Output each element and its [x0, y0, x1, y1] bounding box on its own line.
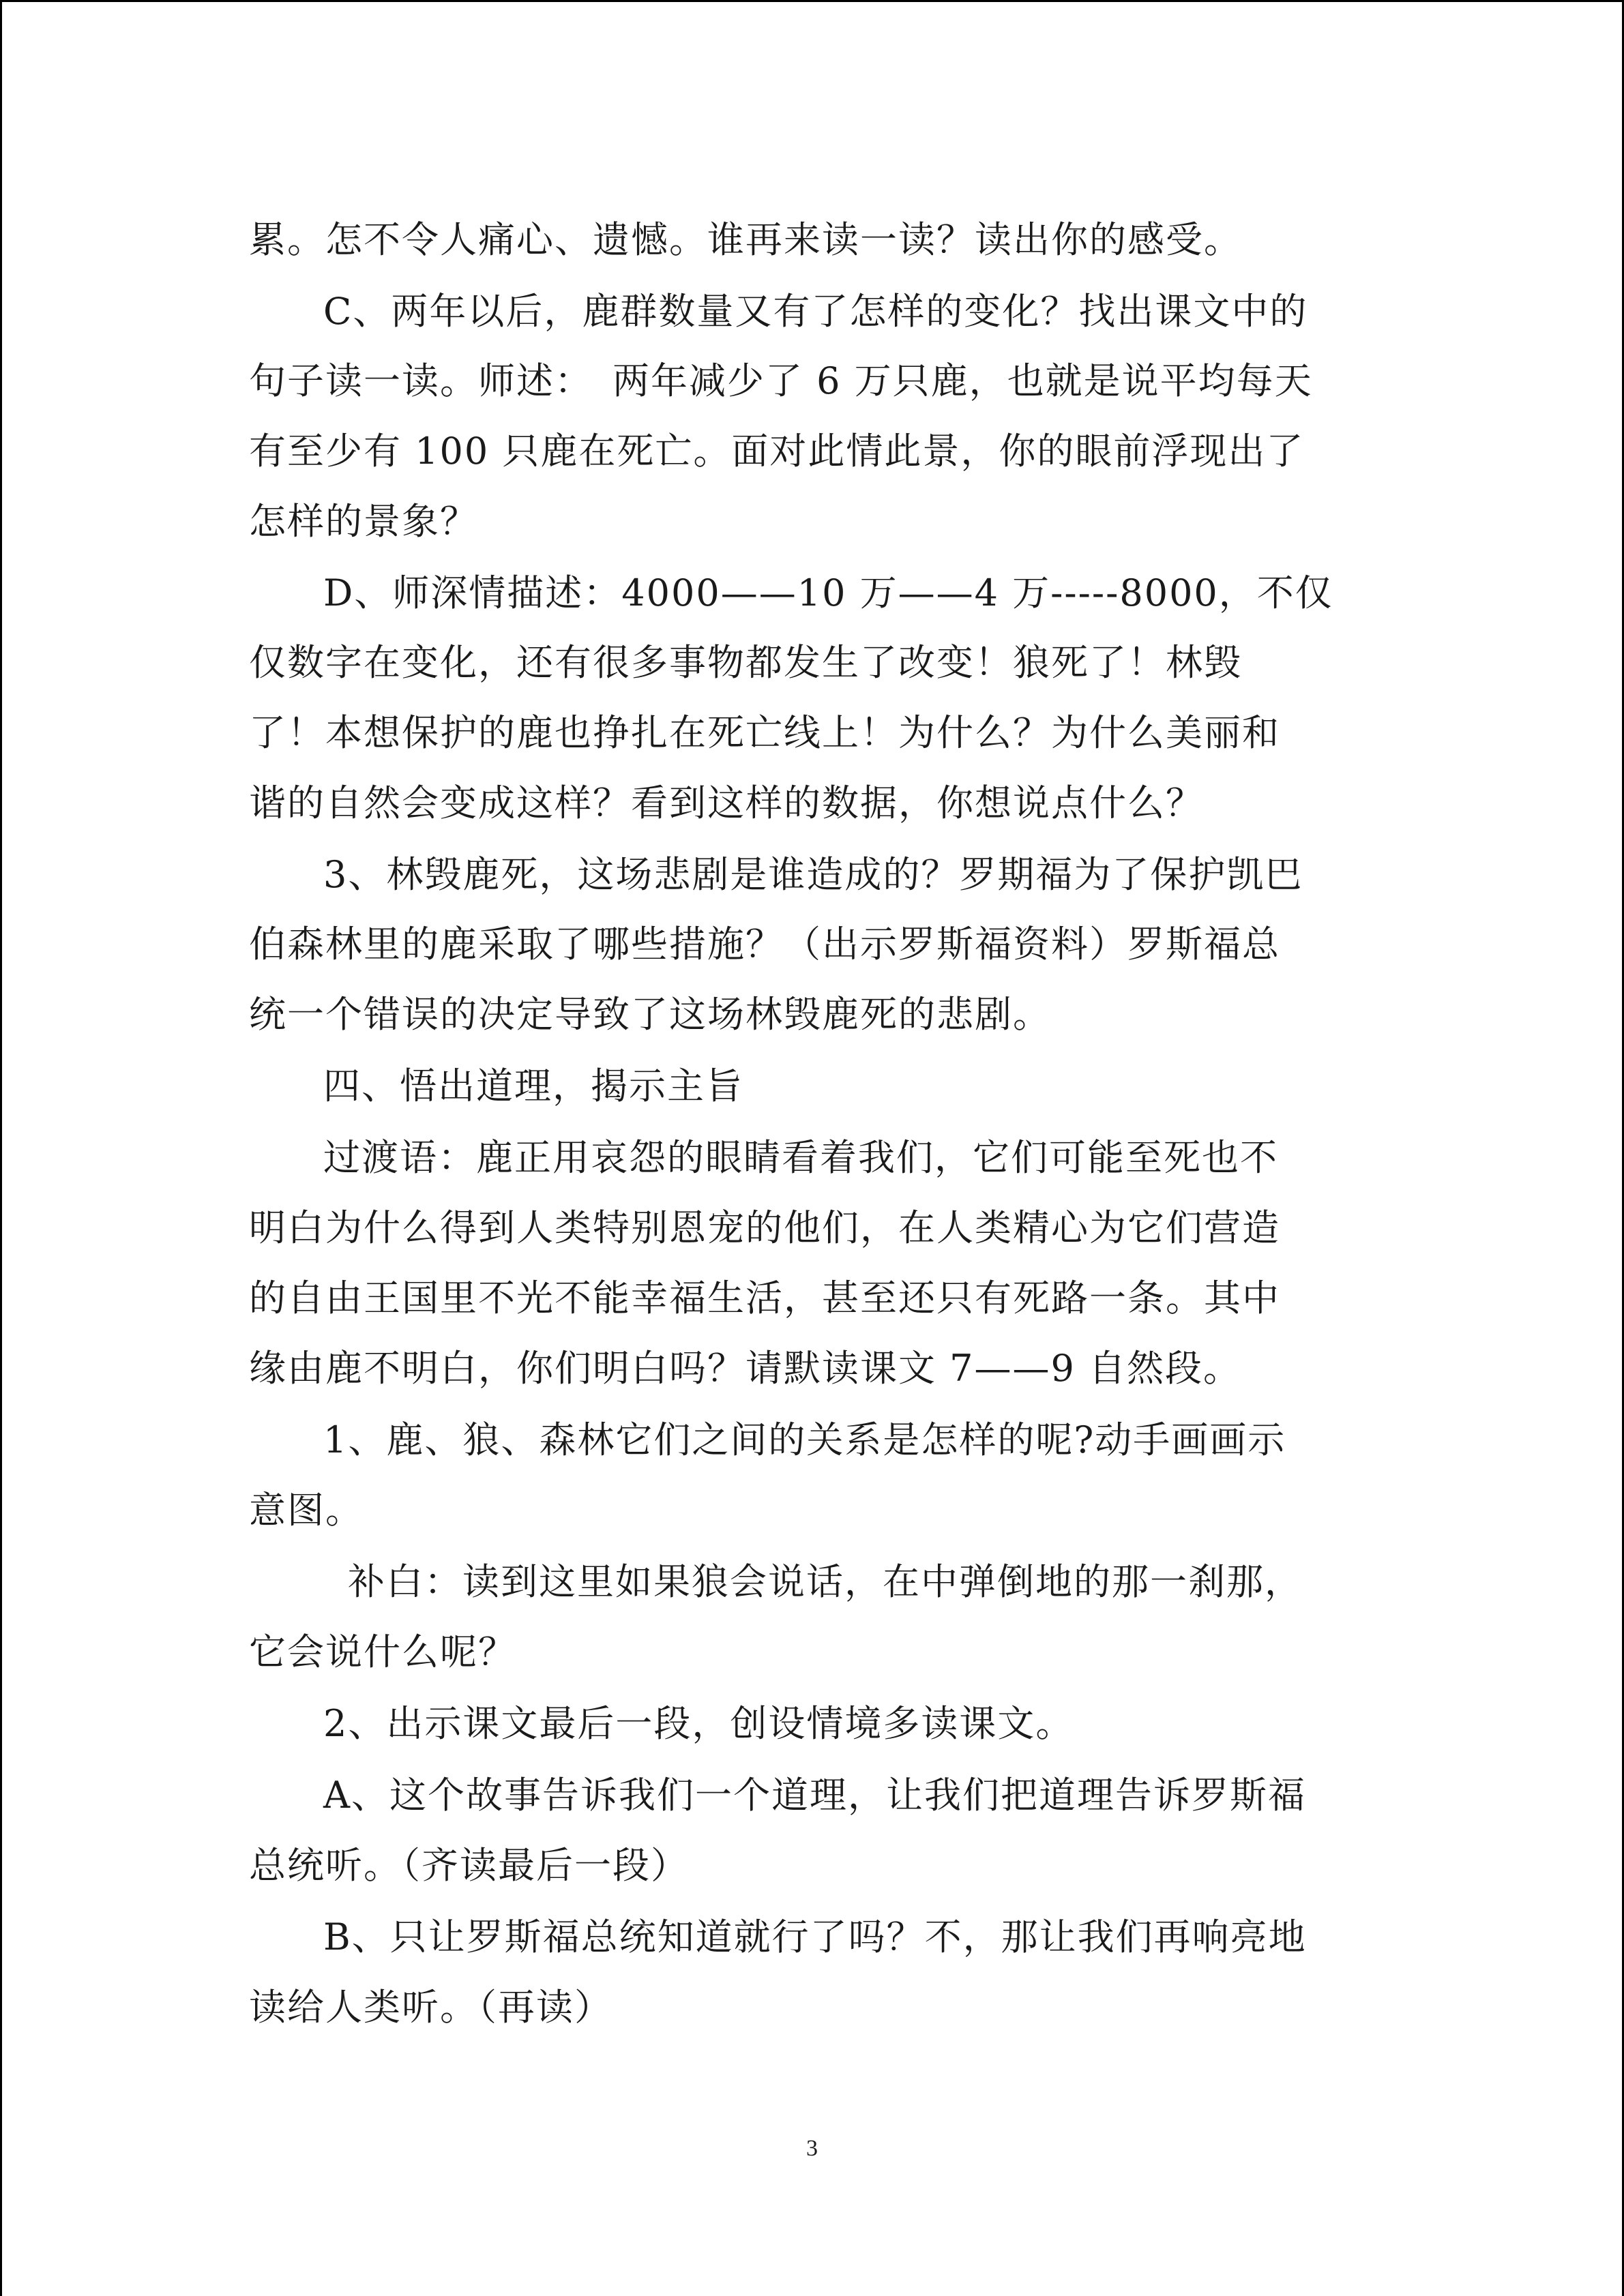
paragraph-line: 补白：读到这里如果狼会说话，在中弹倒地的那一刹那，: [348, 1560, 1303, 1603]
paragraph-line: 伯森林里的鹿采取了哪些措施？（出示罗斯福资料）罗斯福总: [249, 923, 1280, 966]
paragraph-line: 了！本想保护的鹿也挣扎在死亡线上！为什么？为什么美丽和: [249, 711, 1280, 754]
paragraph-line: 有至少有 100 只鹿在死亡。面对此情此景，你的眼前浮现出了: [249, 430, 1305, 473]
paragraph-line: A、这个故事告诉我们一个道理，让我们把道理告诉罗斯福: [323, 1774, 1306, 1817]
paragraph-line: 仅数字在变化，还有很多事物都发生了改变！狼死了！林毁: [249, 641, 1242, 684]
paragraph-line: 累。怎不令人痛心、遗憾。谁再来读一读？读出你的感受。: [249, 218, 1242, 261]
page-number: 3: [806, 2136, 818, 2161]
paragraph-line: 过渡语：鹿正用哀怨的眼睛看着我们，它们可能至死也不: [323, 1136, 1278, 1179]
paragraph-line: C、两年以后，鹿群数量又有了怎样的变化？找出课文中的: [323, 290, 1308, 333]
paragraph-line: 统一个错误的决定导致了这场林毁鹿死的悲剧。: [249, 993, 1051, 1036]
paragraph-line: 读给人类听。（再读）: [249, 1986, 612, 2029]
paragraph-line: 它会说什么呢？: [249, 1630, 516, 1673]
paragraph-line: 1、鹿、狼、森林它们之间的关系是怎样的呢?动手画画示: [323, 1418, 1286, 1461]
paragraph-line: 明白为什么得到人类特别恩宠的他们，在人类精心为它们营造: [249, 1206, 1280, 1249]
paragraph-line: B、只让罗斯福总统知道就行了吗？不，那让我们再响亮地: [323, 1915, 1307, 1958]
paragraph-line: 3、林毁鹿死，这场悲剧是谁造成的？罗期福为了保护凯巴: [323, 853, 1303, 896]
paragraph-line: 的自由王国里不光不能幸福生活，甚至还只有死路一条。其中: [249, 1277, 1280, 1320]
paragraph-line: 2、出示课文最后一段，创设情境多读课文。: [323, 1702, 1074, 1745]
paragraph-line: 总统听。（齐读最后一段）: [249, 1844, 689, 1887]
paragraph-line: 意图。: [249, 1489, 364, 1532]
section-heading: 四、悟出道理，揭示主旨: [323, 1064, 743, 1107]
paragraph-line: 缘由鹿不明白，你们明白吗？请默读课文 7——9 自然段。: [249, 1347, 1242, 1390]
paragraph-line: D、师深情描述：4000——10 万——4 万-----8000，不仅: [323, 571, 1333, 614]
paragraph-line: 句子读一读。师述： 两年减少了 6 万只鹿，也就是说平均每天: [249, 359, 1313, 402]
paragraph-line: 谐的自然会变成这样？看到这样的数据，你想说点什么？: [249, 781, 1204, 824]
paragraph-line: 怎样的景象？: [249, 500, 478, 543]
